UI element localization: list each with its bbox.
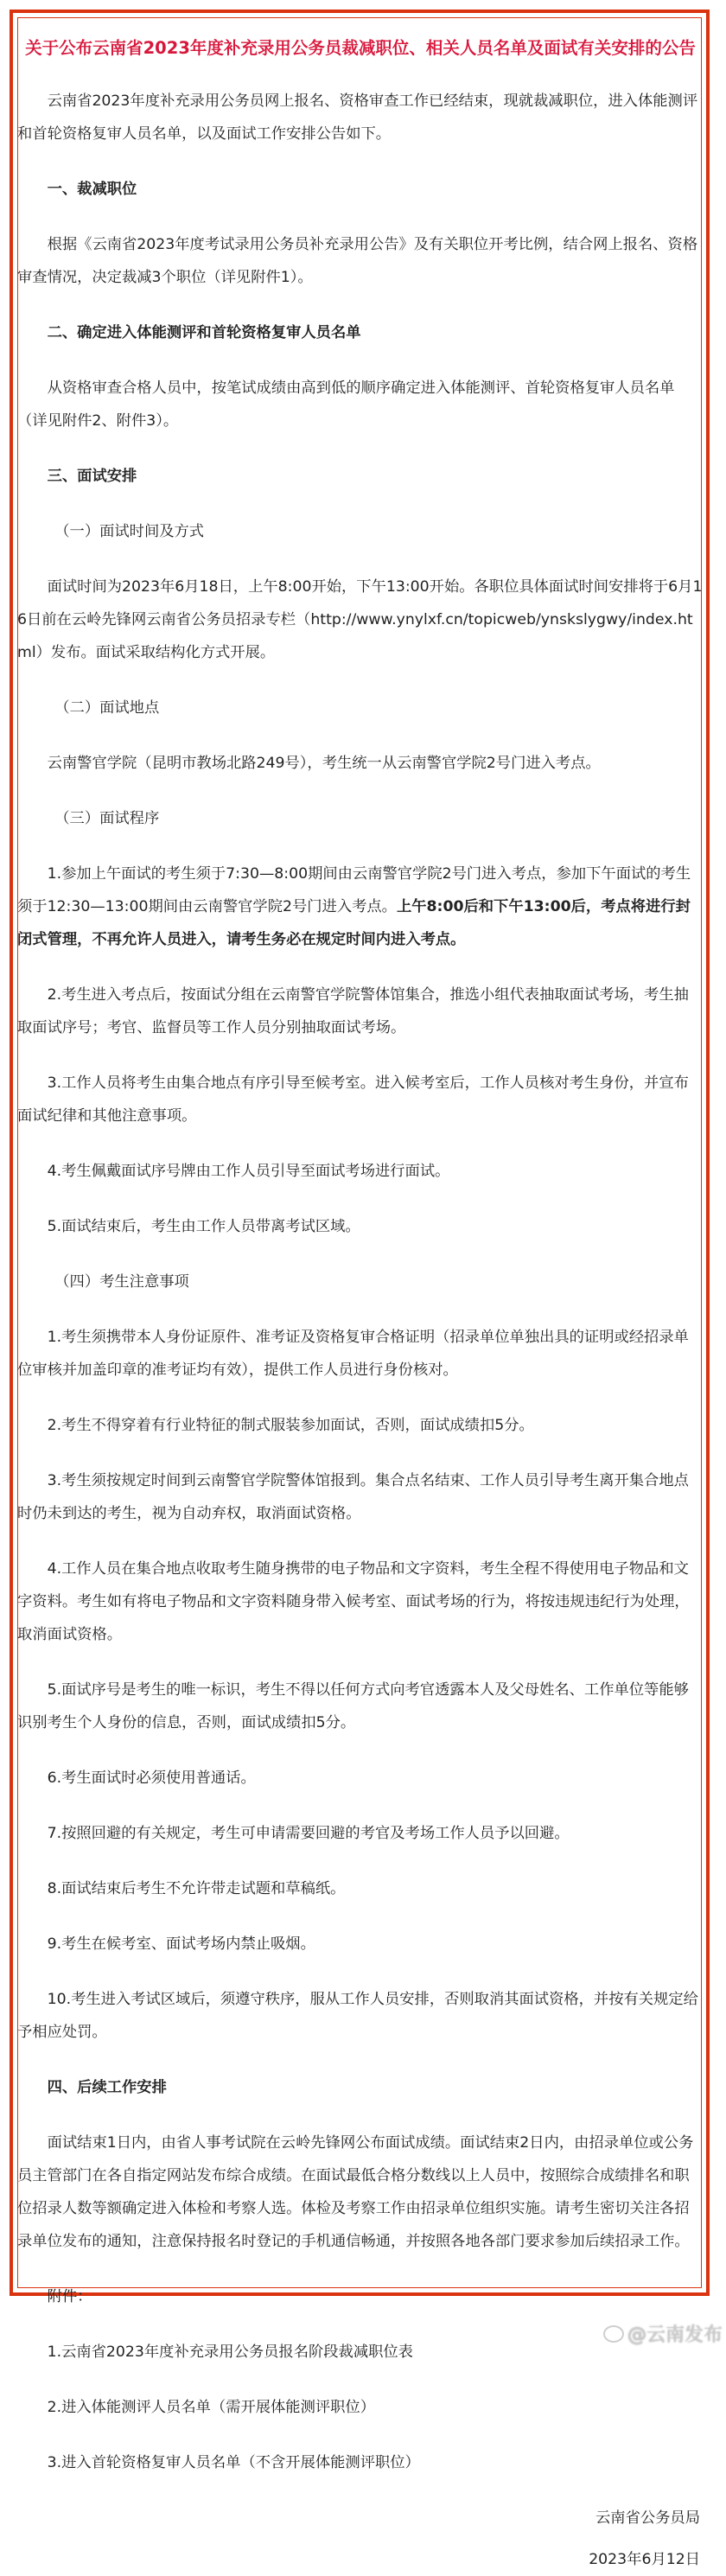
attachments-label: 附件： [47, 2288, 92, 2305]
section-heading-2: 二、确定进入体能测评和首轮资格复审人员名单 [47, 324, 361, 341]
notes-item: 2.考生不得穿着有行业特征的制式服装参加面试，否则，面试成绩扣5分。 [47, 1417, 534, 1434]
subsection-time-body: 面试时间为2023年6月18日，上午8:00开始，下午13:00开始。各职位具体面试时间安排将于6月16日前在云岭先锋网云南省公务员招录专栏（http://www.ynylxf.cn/topicweb/ynskslygwy/index.html）发布。面试采取结构化方式开展。 [17, 578, 703, 661]
attachment-item[interactable]: 1.云南省2023年度补充录用公务员报名阶段裁减职位表 [47, 2343, 413, 2361]
signature-date: 2023年6月12日 [589, 2551, 700, 2568]
notes-item: 6.考生面试时必须使用普通话。 [47, 1769, 256, 1787]
attachment-item[interactable]: 2.进入体能测评人员名单（需开展体能测评职位） [47, 2399, 375, 2416]
notes-item: 9.考生在候考室、面试考场内禁止吸烟。 [47, 1935, 315, 1953]
subsection-heading-time: （一）面试时间及方式 [54, 523, 205, 540]
section-1-body: 根据《云南省2023年度考试录用公务员补充录用公告》及有关职位开考比例，结合网上报名、资格审查情况，决定裁减3个职位（详见附件1）。 [17, 236, 698, 286]
notes-item: 3.考生须按规定时间到云南警官学院警体馆报到。集合点名结束、工作人员引导考生离开集合地点时仍未到达的考生，视为自动弃权，取消面试资格。 [17, 1472, 689, 1522]
section-heading-1: 一、裁减职位 [47, 181, 137, 198]
procedure-item-1 [17, 858, 704, 956]
signature-org: 云南省公务员局 [595, 2509, 700, 2527]
watermark-text: @云南发布 [627, 2324, 723, 2346]
notes-item: 8.面试结束后考生不允许带走试题和草稿纸。 [47, 1880, 346, 1897]
subsection-heading-procedure: （三）面试程序 [54, 810, 160, 827]
page-title: 关于公布云南省2023年度补充录用公务员裁减职位、相关人员名单及面试有关安排的公告 [25, 38, 696, 58]
subsection-heading-notes: （四）考生注意事项 [54, 1273, 189, 1291]
notes-item: 4.工作人员在集合地点收取考生随身携带的电子物品和文字资料，考生全程不得使用电子物品和文字资料。考生如有将电子物品和文字资料随身带入候考室、面试考场的行为，将按违规违纪行为处理，取消面试资格。 [17, 1560, 690, 1643]
procedure-item: 3.工作人员将考生由集合地点有序引导至候考室。进入候考室后，工作人员核对考生身份，并宣布面试纪律和其他注意事项。 [17, 1074, 689, 1125]
procedure-item-1-text: 1.参加上午面试的考生须于7:30—8:00期间由云南警官学院2号门进入考点，参加下午面试的考生须于12:30—13:00期间由云南警官学院2号门进入考点。 [17, 865, 691, 915]
notes-item: 10.考生进入考试区域后，须遵守秩序，服从工作人员安排，否则取消其面试资格，并按有关规定给予相应处罚。 [17, 1991, 698, 2041]
subsection-location-body: 云南警官学院（昆明市教场北路249号），考生统一从云南警官学院2号门进入考点。 [47, 755, 601, 772]
weibo-watermark [603, 2320, 723, 2347]
procedure-item: 2.考生进入考点后，按面试分组在云南警官学院警体馆集合，推选小组代表抽取面试考场，考生抽取面试序号；考官、监督员等工作人员分别抽取面试考场。 [17, 986, 689, 1036]
procedure-item: 5.面试结束后，考生由工作人员带离考试区域。 [47, 1218, 360, 1235]
notes-item: 7.按照回避的有关规定，考生可申请需要回避的考官及考场工作人员予以回避。 [47, 1825, 570, 1842]
section-heading-3: 三、面试安排 [47, 468, 137, 485]
weibo-logo-icon [603, 2325, 624, 2343]
notes-item: 5.面试序号是考生的唯一标识，考生不得以任何方式向考官透露本人及父母姓名、工作单位等能够识别考生个人身份的信息，否则，面试成绩扣5分。 [17, 1681, 689, 1731]
section-heading-4: 四、后续工作安排 [47, 2079, 167, 2096]
procedure-item: 4.考生佩戴面试序号牌由工作人员引导至面试考场进行面试。 [47, 1163, 450, 1180]
section-4-body: 面试结束1日内，由省人事考试院在云岭先锋网公布面试成绩。面试结束2日内，由招录单位或公务员主管部门在各自指定网站发布综合成绩。在面试最低合格分数线以上人员中，按照综合成绩排名和职位招录人数等额确定进入体检和考察人选。体检及考察工作由招录单位组织实施。请考生密切关注各招录单位发布的通知，注意保持报名时登记的手机通信畅通，并按照各地各部门要求参加后续招录工作。 [17, 2134, 694, 2250]
attachment-item[interactable]: 3.进入首轮资格复审人员名单（不含开展体能测评职位） [47, 2454, 420, 2471]
section-2-body: 从资格审查合格人员中，按笔试成绩由高到低的顺序确定进入体能测评、首轮资格复审人员名单（详见附件2、附件3）。 [17, 379, 675, 430]
procedure-item-1-emphasis: 上午8:00后和下午13:00后，考点将进行封闭式管理，不再允许人员进入，请考生务必在规定时间内进入考点。 [17, 898, 691, 948]
subsection-heading-location: （二）面试地点 [54, 699, 160, 717]
notes-item: 1.考生须携带本人身份证原件、准考证及资格复审合格证明（招录单位单独出具的证明或经招录单位审核并加盖印章的准考证均有效），提供工作人员进行身份核对。 [17, 1329, 689, 1379]
announcement-body [17, 19, 704, 2576]
intro-paragraph: 云南省2023年度补充录用公务员网上报名、资格审查工作已经结束，现就裁减职位，进入体能测评和首轮资格复审人员名单，以及面试工作安排公告如下。 [17, 92, 698, 143]
